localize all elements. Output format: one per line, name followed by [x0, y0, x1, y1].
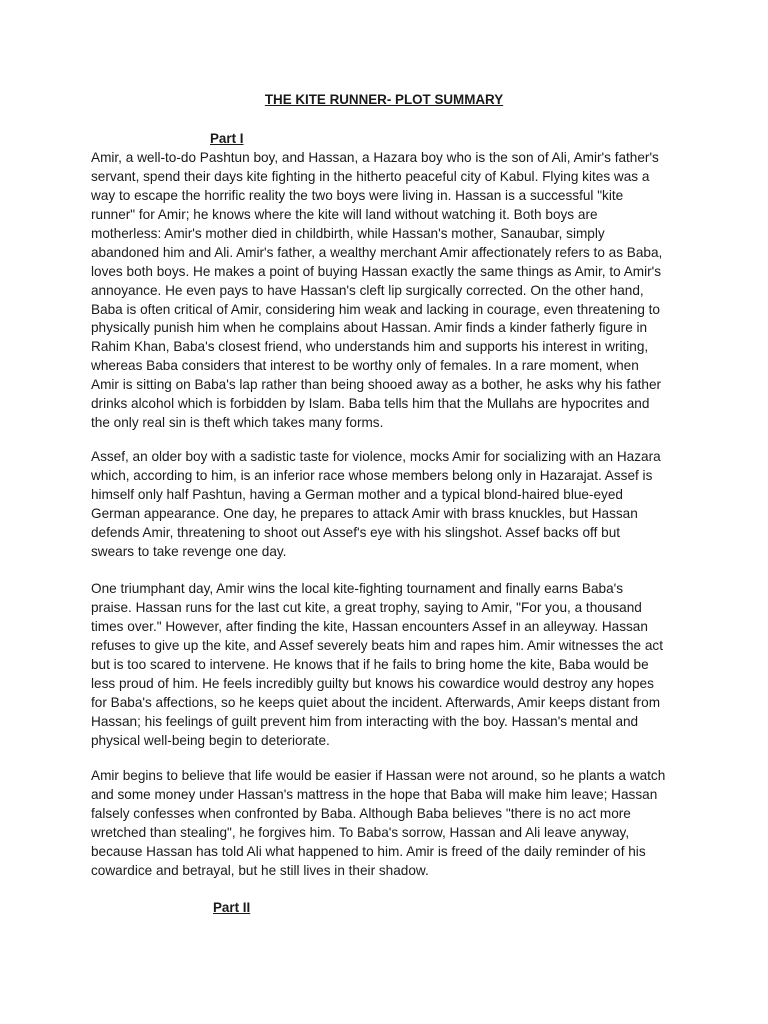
text-line: servant, spend their days kite fighting in the hitherto peaceful city of Kabul. Flying kites was a — [91, 168, 650, 184]
text-line: praise. Hassan runs for the last cut kite, a great trophy, saying to Amir, "For you, a thousand — [91, 599, 642, 615]
text-line: but is too scared to intervene. He knows that if he fails to bring home the kite, Baba would be — [91, 656, 649, 672]
text-line: German appearance. One day, he prepares to attack Amir with brass knuckles, but Hassan — [91, 505, 638, 521]
text-line: Amir begins to believe that life would be easier if Hassan were not around, so he plants a watch — [91, 768, 666, 783]
paragraph-1 — [91, 149, 691, 433]
text-line: Amir, a well-to-do Pashtun boy, and Hassan, a Hazara boy who is the son of Ali, Amir's father's — [91, 150, 659, 165]
text-line: defends Amir, threatening to shoot out Assef's eye with his slingshot. Assef backs off but — [91, 524, 621, 540]
text-line: One triumphant day, Amir wins the local kite-fighting tournament and finally earns Baba's — [91, 581, 624, 596]
text-line: refuses to give up the kite, and Assef severely beats him and rapes him. Amir witnesses the act — [91, 637, 663, 653]
text-line: Rahim Khan, Baba's closest friend, who understands him and supports his interest in writing, — [91, 339, 649, 355]
text-line: annoyance. He even pays to have Hassan's cleft lip surgically corrected. On the other hand, — [91, 282, 644, 298]
text-line: Assef, an older boy with a sadistic taste for violence, mocks Amir for socializing with an Hazara — [91, 449, 661, 464]
text-line: runner" for Amir; he knows where the kite will land without watching it. Both boys are — [91, 206, 598, 222]
part-2-heading: Part II — [213, 900, 251, 915]
text-line: motherless: Amir's mother died in childbirth, while Hassan's mother, Sanaubar, simply — [91, 225, 605, 241]
part-1-heading: Part I — [210, 131, 244, 146]
paragraph-2 — [91, 448, 691, 562]
text-line: wretched than stealing", he forgives him. To Baba's sorrow, Hassan and Ali leave anyway, — [91, 824, 630, 840]
text-line: Hassan; his feelings of guilt prevent him from interacting with the boy. Hassan's mental and — [91, 713, 639, 729]
text-line: drinks alcohol which is forbidden by Islam. Baba tells him that the Mullahs are hypocrites and — [91, 396, 650, 412]
text-line: which, according to him, is an inferior race whose members belong only in Hazarajat. Assef is — [91, 467, 653, 483]
text-line: himself only half Pashtun, having a German mother and a typical blond-haired blue-eyed — [91, 486, 623, 502]
text-line: less proud of him. He feels incredibly guilty but knows his cowardice would destroy any hopes — [91, 675, 654, 691]
text-line: Baba is often critical of Amir, considering him weak and lacking in courage, even threatening to — [91, 301, 660, 317]
text-line: whereas Baba considers that interest to be worthy only of females. In a rare moment, when — [91, 358, 639, 374]
text-line: physically punish him when he complains about Hassan. Amir finds a kinder fatherly figure in — [91, 320, 648, 336]
text-line: loves both boys. He makes a point of buying Hassan exactly the same things as Amir, to Amir's — [91, 263, 662, 279]
text-line: Amir is sitting on Baba's lap rather than being shooed away as a bother, he asks why his father — [91, 377, 662, 393]
text-line: and some money under Hassan's mattress in the hope that Baba will make him leave; Hassan — [91, 786, 658, 802]
text-line: cowardice and betrayal, but he still lives in their shadow. — [91, 862, 429, 878]
text-line: for Baba's affections, so he keeps quiet about the incident. Afterwards, Amir keeps distant from — [91, 694, 661, 710]
text-line: because Hassan has told Ali what happened to him. Amir is freed of the daily reminder of his — [91, 843, 646, 859]
text-line: the only real sin is theft which takes many forms. — [91, 415, 384, 431]
text-line: times over." However, after finding the kite, Hassan encounters Assef in an alleyway. Hassan — [91, 618, 648, 634]
text-line: swears to take revenge one day. — [91, 543, 287, 559]
text-line: falsely confesses when confronted by Baba. Although Baba believes "there is no act more — [91, 805, 631, 821]
paragraph-4 — [91, 767, 691, 881]
paragraph-3 — [91, 580, 691, 750]
document-title: THE KITE RUNNER- PLOT SUMMARY — [264, 92, 504, 107]
text-line: way to escape the horrific reality the two boys were living in. Hassan is a successful "kite — [91, 187, 624, 203]
text-line: physical well-being begin to deteriorate. — [91, 732, 330, 748]
text-line: abandoned him and Ali. Amir's father, a wealthy merchant Amir affectionately refers to as Baba, — [91, 244, 663, 260]
